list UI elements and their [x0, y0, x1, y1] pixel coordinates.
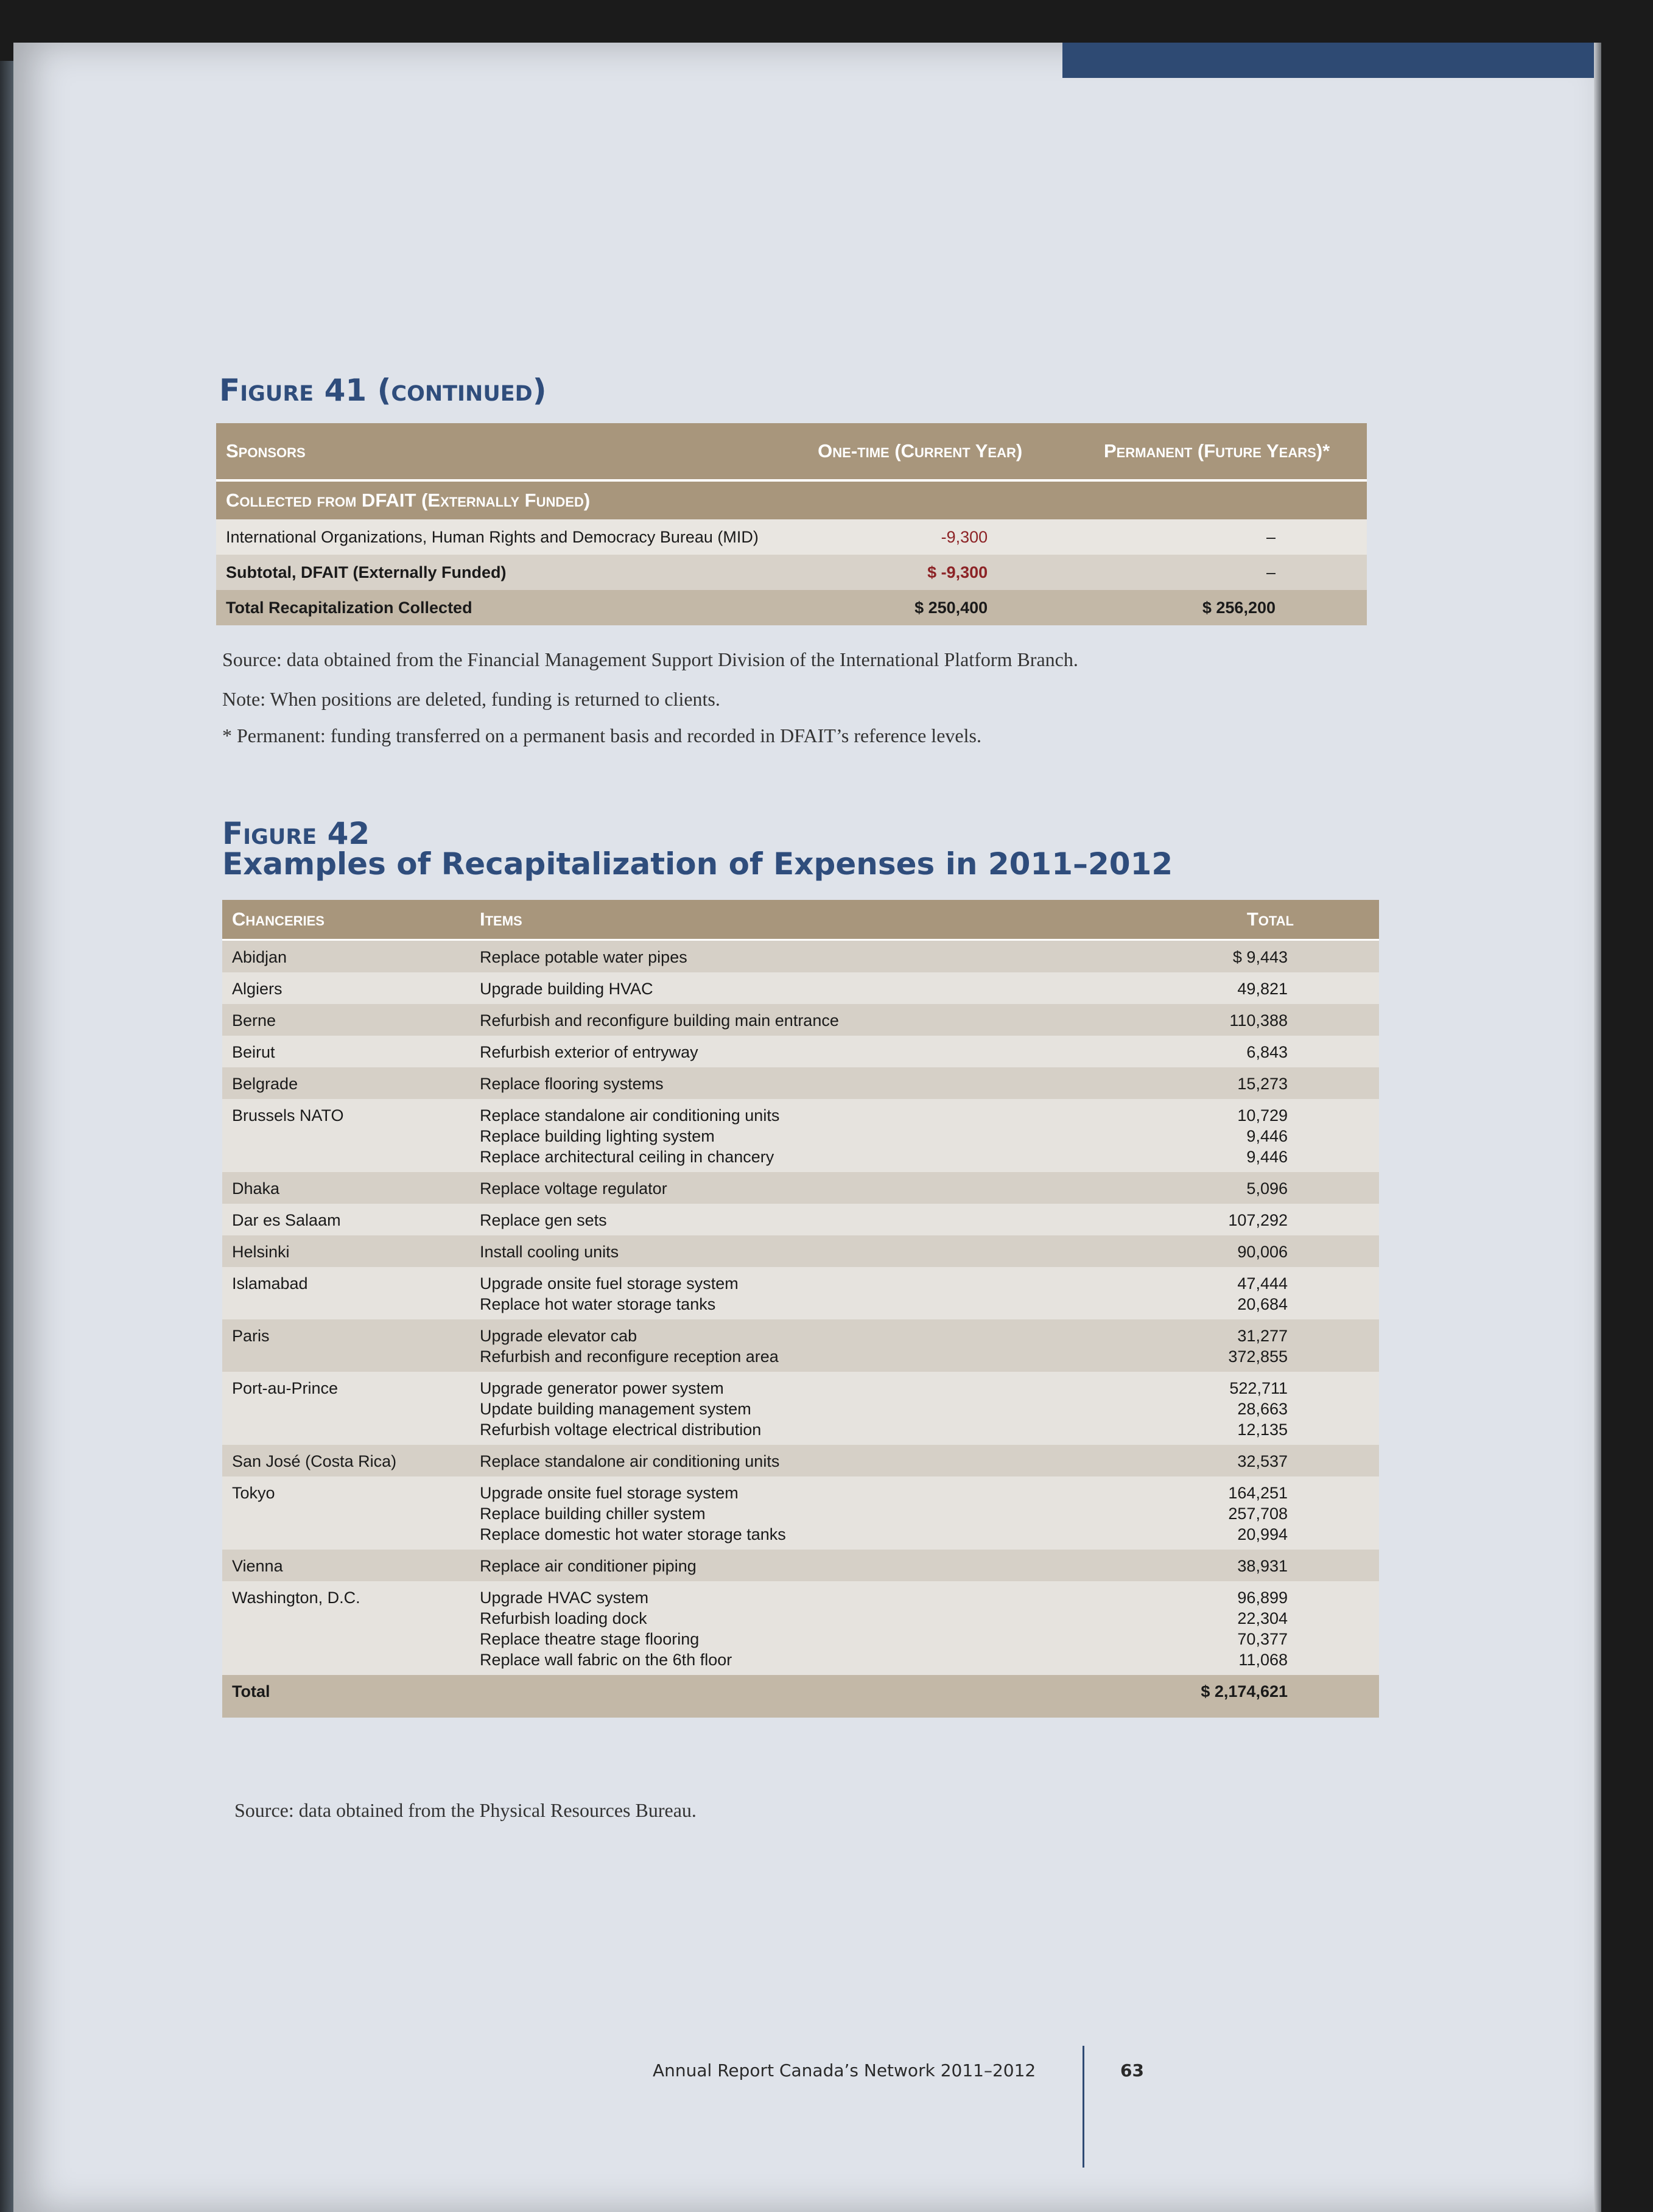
total-one-time: $ 250,400: [773, 590, 1067, 625]
total-cell: [1050, 1099, 1379, 1172]
chancery-cell: Abidjan: [222, 940, 470, 973]
subtotal-row: [216, 555, 1367, 590]
table-row: [222, 1004, 1379, 1036]
items-cell: [470, 1445, 1050, 1476]
chancery-cell: Paris: [222, 1319, 470, 1372]
table-row: [222, 1204, 1379, 1235]
items-cell: [470, 1267, 1050, 1319]
total-cell: [1050, 1581, 1379, 1675]
total-cell: [1050, 1372, 1379, 1445]
figure-41-note: Note: When positions are deleted, funding is returned to clients.: [222, 688, 720, 710]
item-line: Replace building lighting system: [480, 1127, 715, 1145]
item-line: Replace potable water pipes: [480, 948, 687, 966]
accent-bar: [1062, 43, 1594, 78]
total-value: $ 2,174,621: [1050, 1675, 1379, 1718]
items-cell: [470, 1099, 1050, 1172]
total-line: 10,729: [1237, 1106, 1288, 1125]
total-line: 15,273: [1237, 1075, 1288, 1093]
section-label: Collected from DFAIT (Externally Funded): [216, 480, 1367, 519]
total-line: 20,994: [1237, 1525, 1288, 1543]
figure-41-title: Figure 41 (continued): [219, 373, 547, 408]
item-line: Refurbish loading dock: [480, 1609, 647, 1627]
chancery-cell: Dhaka: [222, 1172, 470, 1204]
chancery-cell: Beirut: [222, 1036, 470, 1067]
item-line: Replace architectural ceiling in chancery: [480, 1148, 774, 1166]
item-line: Refurbish and reconfigure building main entrance: [480, 1011, 839, 1030]
total-permanent: $ 256,200: [1067, 590, 1367, 625]
total-line: 6,843: [1246, 1043, 1288, 1061]
items-cell: [470, 1004, 1050, 1036]
table-row: [222, 1036, 1379, 1067]
total-line: 70,377: [1237, 1630, 1288, 1648]
total-row: [216, 590, 1367, 625]
subtotal-label: Subtotal, DFAIT (Externally Funded): [216, 555, 773, 590]
item-line: Replace standalone air conditioning units: [480, 1452, 780, 1470]
total-label: Total Recapitalization Collected: [216, 590, 773, 625]
page-number: 63: [1120, 2060, 1144, 2080]
item-line: Replace wall fabric on the 6th floor: [480, 1651, 732, 1669]
total-line: 9,446: [1246, 1127, 1288, 1145]
total-line: $ 9,443: [1232, 948, 1288, 966]
figure-42-source: Source: data obtained from the Physical Resources Bureau.: [234, 1799, 697, 1821]
chancery-cell: Dar es Salaam: [222, 1204, 470, 1235]
items-cell: [470, 1172, 1050, 1204]
item-line: Upgrade building HVAC: [480, 980, 653, 998]
item-line: Refurbish exterior of entryway: [480, 1043, 698, 1061]
total-line: 96,899: [1237, 1589, 1288, 1607]
items-cell: [470, 1319, 1050, 1372]
total-line: 257,708: [1228, 1505, 1288, 1523]
items-cell: [470, 1235, 1050, 1267]
item-line: Replace domestic hot water storage tanks: [480, 1525, 786, 1543]
item-line: Upgrade elevator cab: [480, 1327, 637, 1345]
row-label: International Organizations, Human Rights and Democracy Bureau (MID): [216, 519, 773, 555]
item-line: Refurbish voltage electrical distribution: [480, 1420, 762, 1439]
total-line: 110,388: [1229, 1011, 1288, 1030]
item-line: Replace standalone air conditioning units: [480, 1106, 780, 1125]
item-line: Upgrade generator power system: [480, 1379, 724, 1397]
chancery-cell: Algiers: [222, 972, 470, 1004]
footer-divider: [1083, 2046, 1084, 2168]
item-line: Install cooling units: [480, 1243, 619, 1261]
total-line: 5,096: [1246, 1179, 1288, 1198]
total-cell: [1050, 1004, 1379, 1036]
total-line: 9,446: [1246, 1148, 1288, 1166]
items-cell: [470, 1067, 1050, 1099]
table-row: [222, 1476, 1379, 1550]
total-cell: [1050, 1235, 1379, 1267]
items-cell: [470, 1372, 1050, 1445]
item-line: Replace hot water storage tanks: [480, 1295, 716, 1313]
item-line: Replace air conditioner piping: [480, 1557, 697, 1575]
items-cell: [470, 1581, 1050, 1675]
table-row: [222, 972, 1379, 1004]
section-row: [216, 480, 1367, 519]
table-row: [222, 1550, 1379, 1581]
total-cell: [1050, 1550, 1379, 1581]
items-cell: [470, 1204, 1050, 1235]
total-line: 11,068: [1238, 1651, 1288, 1669]
item-line: Replace theatre stage flooring: [480, 1630, 700, 1648]
item-line: Refurbish and reconfigure reception area: [480, 1347, 779, 1366]
table-row: [222, 1235, 1379, 1267]
subtotal-permanent: –: [1067, 555, 1367, 590]
header-sponsors: Sponsors: [216, 423, 773, 480]
header-one-time: One-time (Current Year): [773, 423, 1067, 480]
table-row: [216, 519, 1367, 555]
total-cell: [1050, 1067, 1379, 1099]
figure-41-table: [216, 423, 1367, 625]
items-cell: [470, 1550, 1050, 1581]
total-cell: [1050, 940, 1379, 973]
chancery-cell: Tokyo: [222, 1476, 470, 1550]
chancery-cell: Helsinki: [222, 1235, 470, 1267]
item-line: Upgrade onsite fuel storage system: [480, 1484, 739, 1502]
footer-report-title: Annual Report Canada’s Network 2011–2012: [653, 2060, 1036, 2080]
total-line: 372,855: [1228, 1347, 1288, 1366]
total-line: 90,006: [1237, 1243, 1288, 1261]
total-spacer: [470, 1675, 1050, 1718]
item-line: Replace flooring systems: [480, 1075, 664, 1093]
chancery-cell: Vienna: [222, 1550, 470, 1581]
total-line: 32,537: [1237, 1452, 1288, 1470]
total-cell: [1050, 972, 1379, 1004]
item-line: Replace building chiller system: [480, 1505, 706, 1523]
total-cell: [1050, 1267, 1379, 1319]
item-line: Replace voltage regulator: [480, 1179, 667, 1198]
items-cell: [470, 972, 1050, 1004]
total-line: 522,711: [1229, 1379, 1288, 1397]
header-chanceries: Chanceries: [222, 900, 470, 940]
total-cell: [1050, 1319, 1379, 1372]
book-spine: [0, 61, 15, 2212]
table-row: [222, 1372, 1379, 1445]
table-row: [222, 1067, 1379, 1099]
table-header-row: [216, 423, 1367, 480]
chancery-cell: Brussels NATO: [222, 1099, 470, 1172]
figure-41-footnote: * Permanent: funding transferred on a permanent basis and recorded in DFAIT’s reference levels.: [222, 725, 981, 746]
total-line: 22,304: [1237, 1609, 1288, 1627]
total-line: 107,292: [1228, 1211, 1288, 1229]
table-row: [222, 1445, 1379, 1476]
total-cell: [1050, 1172, 1379, 1204]
table-row: [222, 940, 1379, 973]
table-header-row: [222, 900, 1379, 940]
total-cell: [1050, 1204, 1379, 1235]
total-line: 31,277: [1237, 1327, 1288, 1345]
table-row: [222, 1267, 1379, 1319]
total-line: 49,821: [1237, 980, 1288, 998]
total-cell: [1050, 1036, 1379, 1067]
total-line: 47,444: [1237, 1274, 1288, 1293]
figure-42-title: Examples of Recapitalization of Expenses in 2011–2012: [222, 846, 1173, 882]
total-line: 38,931: [1237, 1557, 1288, 1575]
item-line: Upgrade HVAC system: [480, 1589, 649, 1607]
table-row: [222, 1581, 1379, 1675]
row-permanent: –: [1067, 519, 1367, 555]
items-cell: [470, 1476, 1050, 1550]
header-permanent: Permanent (Future Years)*: [1067, 423, 1367, 480]
chancery-cell: Port-au-Prince: [222, 1372, 470, 1445]
total-cell: [1050, 1445, 1379, 1476]
item-line: Upgrade onsite fuel storage system: [480, 1274, 739, 1293]
header-total: Total: [1050, 900, 1379, 940]
item-line: Replace gen sets: [480, 1211, 607, 1229]
figure-42-label: Figure 42: [222, 816, 370, 851]
total-line: 12,135: [1237, 1420, 1288, 1439]
item-line: Update building management system: [480, 1400, 751, 1418]
total-line: 164,251: [1228, 1484, 1288, 1502]
chancery-cell: Washington, D.C.: [222, 1581, 470, 1675]
total-label: Total: [222, 1675, 470, 1718]
figure-41-source: Source: data obtained from the Financial Management Support Division of the International Platform Branch.: [222, 648, 1078, 670]
header-items: Items: [470, 900, 1050, 940]
items-cell: [470, 1036, 1050, 1067]
page-edge: [1594, 43, 1601, 2212]
items-cell: [470, 940, 1050, 973]
subtotal-one-time: $ -9,300: [773, 555, 1067, 590]
table-row: [222, 1172, 1379, 1204]
table-row: [222, 1319, 1379, 1372]
chancery-cell: Islamabad: [222, 1267, 470, 1319]
total-row: [222, 1675, 1379, 1718]
chancery-cell: Berne: [222, 1004, 470, 1036]
total-line: 20,684: [1237, 1295, 1288, 1313]
total-line: 28,663: [1237, 1400, 1288, 1418]
chancery-cell: San José (Costa Rica): [222, 1445, 470, 1476]
chancery-cell: Belgrade: [222, 1067, 470, 1099]
total-cell: [1050, 1476, 1379, 1550]
figure-42-table: [222, 900, 1379, 1718]
table-row: [222, 1099, 1379, 1172]
row-one-time: -9,300: [773, 519, 1067, 555]
